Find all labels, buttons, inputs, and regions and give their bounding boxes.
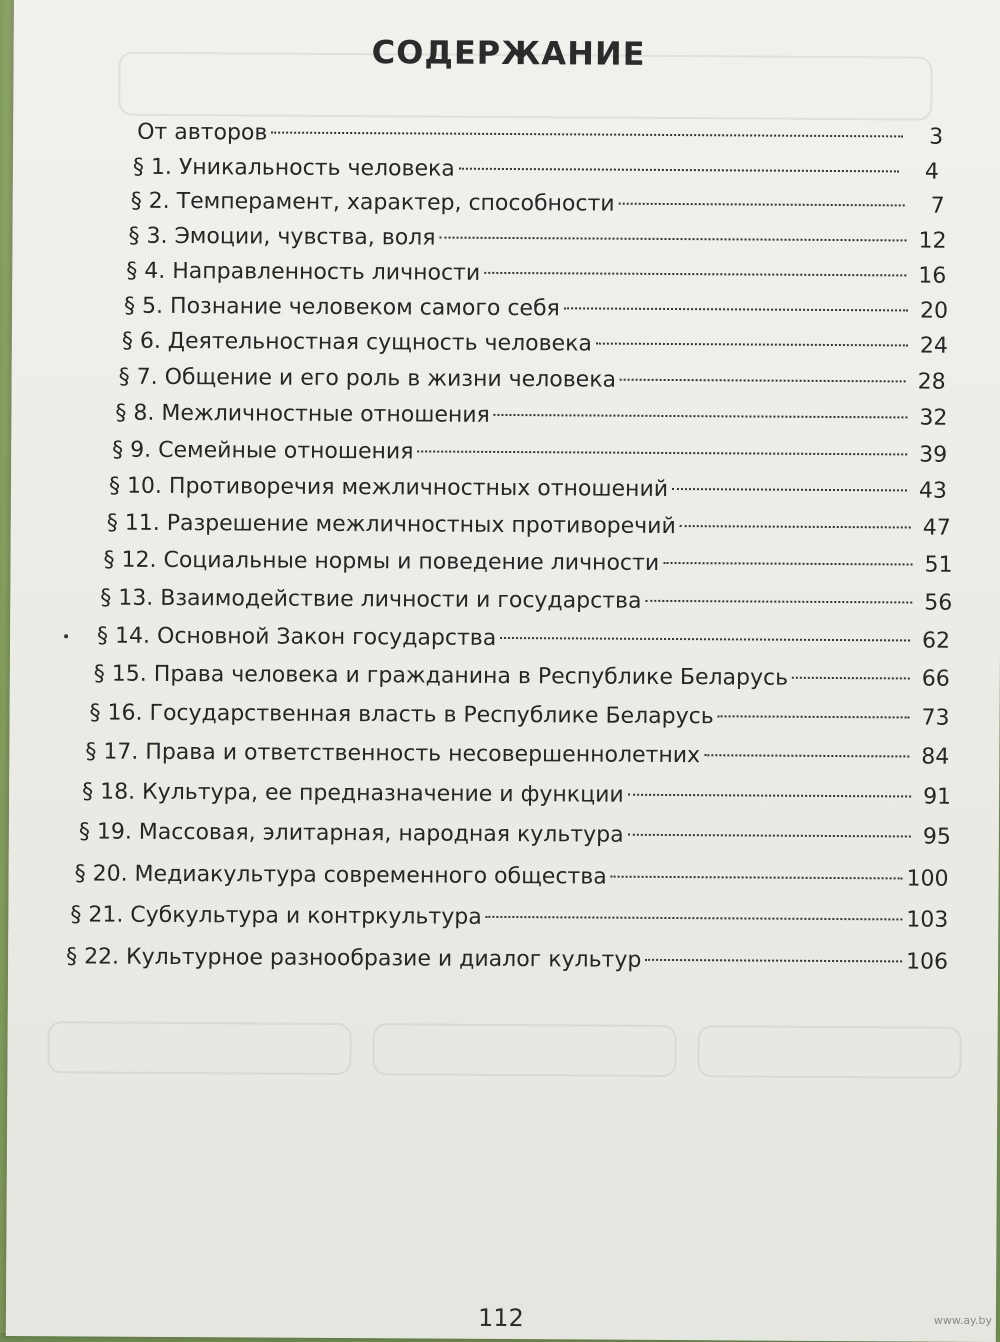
dot-leader xyxy=(620,379,906,383)
toc-entry-label: § 14. Основной Закон государства xyxy=(96,623,497,651)
toc-entry-page: 7 xyxy=(930,193,945,219)
toc-entry-page: 3 xyxy=(929,124,944,150)
toc-entry xyxy=(119,365,946,400)
margin-dot xyxy=(64,634,68,638)
toc-entry-page: 95 xyxy=(922,824,951,850)
toc-entry-label: § 19. Массовая, элитарная, народная культура xyxy=(78,819,624,848)
toc-entry xyxy=(131,189,945,224)
toc-entry-page: 4 xyxy=(924,159,939,185)
toc-entry-label: § 9. Семейные отношения xyxy=(112,437,414,465)
toc-entry-label: § 4. Направленность личности xyxy=(126,258,481,286)
dot-leader xyxy=(628,834,911,838)
toc-entry-label: § 22. Культурное разнообразие и диалог культур xyxy=(66,944,642,973)
toc-entry xyxy=(109,474,947,509)
watermark: www.ay.by xyxy=(933,1314,992,1327)
toc-entry xyxy=(103,548,952,583)
dot-leader xyxy=(628,794,911,798)
toc-entry xyxy=(133,155,939,190)
toc-entry xyxy=(94,661,950,696)
toc-entry-page: 28 xyxy=(917,369,946,395)
toc-entry xyxy=(97,623,950,658)
toc-entry xyxy=(126,259,946,294)
toc-entry xyxy=(70,902,948,937)
toc-entry xyxy=(75,861,949,896)
toc-entry-label: § 13. Взаимодействие личности и государства xyxy=(100,585,642,614)
toc-entry-label: § 6. Деятельностная сущность человека xyxy=(121,328,592,357)
toc-entry-label: § 12. Социальные нормы и поведение личности xyxy=(103,547,660,576)
dot-leader xyxy=(645,600,912,604)
page-number: 112 xyxy=(477,1303,524,1333)
toc-entry-label: § 10. Противоречия межличностных отношений xyxy=(108,473,669,502)
toc-entry-page: 39 xyxy=(919,442,948,468)
toc-entry-page: 106 xyxy=(906,949,949,975)
toc-entry-page: 62 xyxy=(921,628,951,654)
toc-entry-label: § 5. Познание человеком самого себя xyxy=(124,293,560,322)
show-through-box xyxy=(372,1023,676,1077)
dot-leader xyxy=(271,132,903,138)
toc-entry xyxy=(79,819,951,854)
dot-leader xyxy=(672,488,907,491)
toc-entry-page: 66 xyxy=(921,666,950,692)
dot-leader xyxy=(704,754,909,757)
dot-leader xyxy=(417,450,907,455)
toc-entry-label: § 8. Межличностные отношения xyxy=(115,400,490,428)
toc-entry-label: § 21. Субкультура и контркультура xyxy=(70,902,482,930)
toc-entry xyxy=(82,779,951,814)
toc-entry xyxy=(89,700,949,735)
toc-entry-page: 12 xyxy=(918,228,947,254)
toc-entry-page: 24 xyxy=(919,333,948,359)
toc-entry-label: § 15. Права человека и гражданина в Республике Беларусь xyxy=(93,661,789,691)
dot-leader xyxy=(440,237,907,242)
toc-entry xyxy=(66,944,948,979)
toc-entry-page: 43 xyxy=(918,478,948,504)
table-of-contents xyxy=(66,119,983,975)
dot-leader xyxy=(792,677,910,680)
toc-entry-page: 91 xyxy=(923,784,952,810)
toc-entry xyxy=(128,224,946,259)
toc-entry-label: § 1. Уникальность человека xyxy=(132,154,455,182)
dot-leader xyxy=(718,715,910,718)
toc-entry-label: § 20. Медиакультура современного общества xyxy=(74,861,607,890)
toc-entry-page: 47 xyxy=(922,515,951,541)
toc-entry-page: 84 xyxy=(921,744,950,770)
toc-entry xyxy=(137,120,943,155)
dot-leader xyxy=(645,959,902,963)
dot-leader xyxy=(596,343,908,347)
toc-entry xyxy=(112,438,947,473)
book-page xyxy=(6,0,1000,1342)
toc-entry xyxy=(122,329,948,364)
show-through-box xyxy=(697,1025,961,1079)
toc-entry-label: От авторов xyxy=(137,119,268,146)
dot-leader xyxy=(494,414,908,419)
dot-leader xyxy=(619,203,905,207)
dot-leader xyxy=(459,168,899,173)
dot-leader xyxy=(611,876,903,880)
toc-entry-label: § 17. Права и ответственность несовершеннолетних xyxy=(85,739,701,769)
dot-leader xyxy=(564,307,908,311)
dot-leader xyxy=(500,637,910,642)
toc-entry xyxy=(124,294,948,329)
toc-entry-page: 103 xyxy=(906,907,949,933)
page-title: СОДЕРЖАНИЕ xyxy=(371,33,646,73)
toc-entry xyxy=(85,739,949,774)
toc-entry-page: 16 xyxy=(918,263,947,289)
toc-entry xyxy=(115,401,947,436)
toc-entry-page: 20 xyxy=(919,298,949,324)
toc-entry-label: § 2. Темперамент, характер, способности xyxy=(130,188,615,217)
toc-entry-label: § 11. Разрешение межличностных противоречий xyxy=(106,510,676,540)
toc-entry xyxy=(107,511,951,546)
dot-leader xyxy=(680,525,911,528)
toc-entry-page: 100 xyxy=(906,866,949,892)
show-through-box xyxy=(47,1021,351,1075)
toc-entry-page: 56 xyxy=(924,590,953,616)
toc-entry xyxy=(100,586,952,621)
toc-entry-page: 51 xyxy=(924,552,953,578)
toc-entry-label: § 3. Эмоции, чувства, воля xyxy=(128,223,436,251)
dot-leader xyxy=(484,272,906,277)
toc-entry-page: 32 xyxy=(919,405,948,431)
dot-leader xyxy=(486,916,903,921)
dot-leader xyxy=(663,562,912,566)
toc-entry-label: § 18. Культура, ее предназначение и функции xyxy=(82,779,624,808)
toc-entry-label: § 7. Общение и его роль в жизни человека xyxy=(118,364,617,393)
toc-entry-page: 73 xyxy=(921,705,950,731)
toc-entry-label: § 16. Государственная власть в Республике Беларусь xyxy=(89,700,714,730)
